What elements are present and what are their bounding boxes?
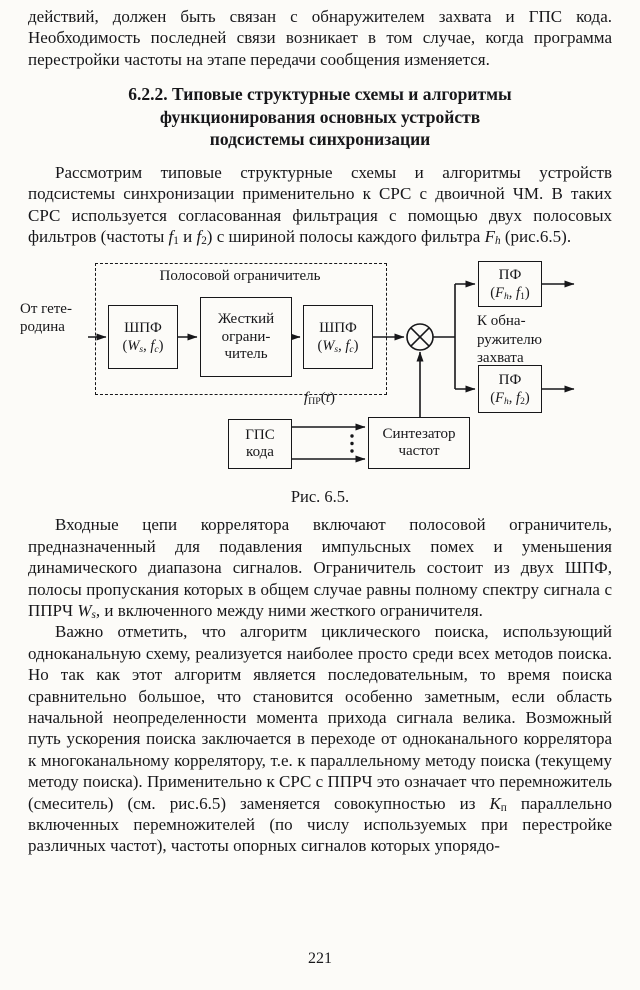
- p2-seg2: и: [178, 226, 197, 246]
- fpr-signal-label: $f_{ПР}(t)$: [304, 390, 335, 408]
- block-pf-1-title: ПФ: [498, 267, 522, 284]
- hard-limiter-line-1: Жесткий: [217, 311, 275, 328]
- figure-6-5-diagram: [0, 257, 640, 475]
- block-shpf-1-formula: ($W_s$, $f_c$): [122, 337, 164, 355]
- input-label-line-1: От гете-: [20, 301, 72, 318]
- paragraph-correlator: [28, 514, 612, 621]
- input-label-line-2: родина: [20, 318, 65, 335]
- var-f1-sub: 1: [173, 235, 179, 248]
- p4-seg2: параллельно включенных перемножителей (по числу используемых при перестройке различных частот), частоты опорных сигналов которых упорядо-: [28, 793, 612, 856]
- block-pf-2-title: ПФ: [498, 372, 522, 389]
- paragraph-continuation: [28, 6, 612, 70]
- var-Ws-sub: s: [91, 609, 96, 622]
- paragraph-filters: [28, 162, 612, 248]
- var-Fh: F: [484, 226, 495, 246]
- section-heading: [42, 83, 598, 151]
- synth-line-1: Синтезатор: [382, 425, 456, 442]
- block-synthesizer: [368, 417, 470, 469]
- heading-line-3: подсистемы синхронизации: [209, 129, 431, 150]
- to-detector-line-1: К обна-: [477, 313, 526, 330]
- formula-f1: [169, 227, 179, 246]
- var-Kp-sub: п: [500, 801, 507, 814]
- formula-f2: [196, 227, 206, 246]
- to-detector-line-3: захвата: [477, 349, 524, 366]
- hard-limiter-line-3: читель: [224, 346, 268, 363]
- input-source-label: [20, 301, 98, 336]
- block-shpf-2-title: ШПФ: [319, 320, 357, 337]
- p2-seg3: ) с шириной полосы каждого фильтра: [206, 226, 485, 246]
- gps-line-2: кода: [246, 444, 274, 461]
- block-pf-2: [478, 365, 542, 413]
- bandpass-limiter-group-title: Полосовой ограничитель: [159, 268, 321, 285]
- bus-ellipsis-dots: [350, 435, 353, 453]
- p1-text: действий, должен быть связан с обнаружителем захвата и ГПС кода. Необходимость последней связи возникает в том случае, когда программа перестройки частоты на этапе передачи сообщения изменяется.: [28, 7, 612, 69]
- heading-line-1: 6.2.2. Типовые структурные схемы и алгоритмы: [128, 84, 512, 105]
- p3-seg2: , и включенного между ними жесткого ограничителя.: [95, 600, 483, 620]
- figure-caption: Рис. 6.5.: [290, 487, 350, 507]
- block-shpf-1: [108, 305, 178, 369]
- block-shpf-2-formula: ($W_s$, $f_c$): [317, 337, 359, 355]
- var-Ws: W: [77, 600, 92, 620]
- multiplier-icon: [407, 324, 433, 350]
- formula-Fh: [485, 227, 501, 246]
- p4-seg1: Важно отметить, что алгоритм циклического поиска, использующий одноканальную схему, реализуется наиболее просто среди всех методов поиска. Но так как этот алгоритм является последовательным, то время поиска сравнительно большое, что становится особенно заметным, если область начальной неопределенности момента прихода сигнала велика. Возможный путь ускорения поиска заключается в переходе от одноканального коррелятора к многоканальному коррелятору, т.е. к параллельному методу поиска (текущему методу поиска). Применительно к СРС с ППРЧ это означает что перемножитель (смеситель) (см. рис.6.5) заменяется совокупностью из: [28, 622, 612, 813]
- block-shpf-1-title: ШПФ: [124, 320, 162, 337]
- page-number: 221: [308, 950, 332, 967]
- heading-line-2: функционирования основных устройств: [159, 106, 481, 127]
- block-pf-1-formula: ($F_h$, $f_1$): [490, 284, 530, 302]
- block-hard-limiter: [200, 297, 292, 377]
- p2-seg4: (рис.6.5).: [500, 226, 572, 246]
- var-Kp: K: [489, 793, 501, 813]
- to-detector-line-2: ружителю: [477, 331, 542, 348]
- var-f2: f: [196, 226, 202, 246]
- p2-seg1: Рассмотрим типовые структурные схемы и алгоритмы устройств подсистемы синхронизации применительно к СРС с двоичной ЧМ. В таких СРС используется согласованная фильтрация с помощью двух полосовых фильтров (частоты: [28, 162, 612, 246]
- synth-line-2: частот: [398, 443, 440, 460]
- var-f2-sub: 2: [201, 235, 207, 248]
- p3-seg1: Входные цепи коррелятора включают полосовой ограничитель, предназначенный для подавления импульсных помех и уменьшения динамического диапазона сигналов. Ограничитель состоит из двух ШПФ, полосы пропускания которых в общем случае равны полному спектру сигнала с ППРЧ: [28, 515, 612, 620]
- formula-Kp: [489, 794, 506, 813]
- block-pf-1: [478, 261, 542, 307]
- block-pf-2-formula: ($F_h$, $f_2$): [490, 389, 530, 407]
- block-gps-code: [228, 419, 292, 469]
- var-f1: f: [168, 226, 174, 246]
- to-detector-label: [477, 312, 572, 367]
- formula-Ws: [77, 601, 96, 620]
- paragraph-search-methods: [28, 621, 612, 856]
- block-shpf-2: [303, 305, 373, 369]
- hard-limiter-line-2: ограни-: [221, 328, 271, 345]
- gps-line-1: ГПС: [245, 426, 275, 443]
- var-Fh-sub: h: [495, 235, 501, 248]
